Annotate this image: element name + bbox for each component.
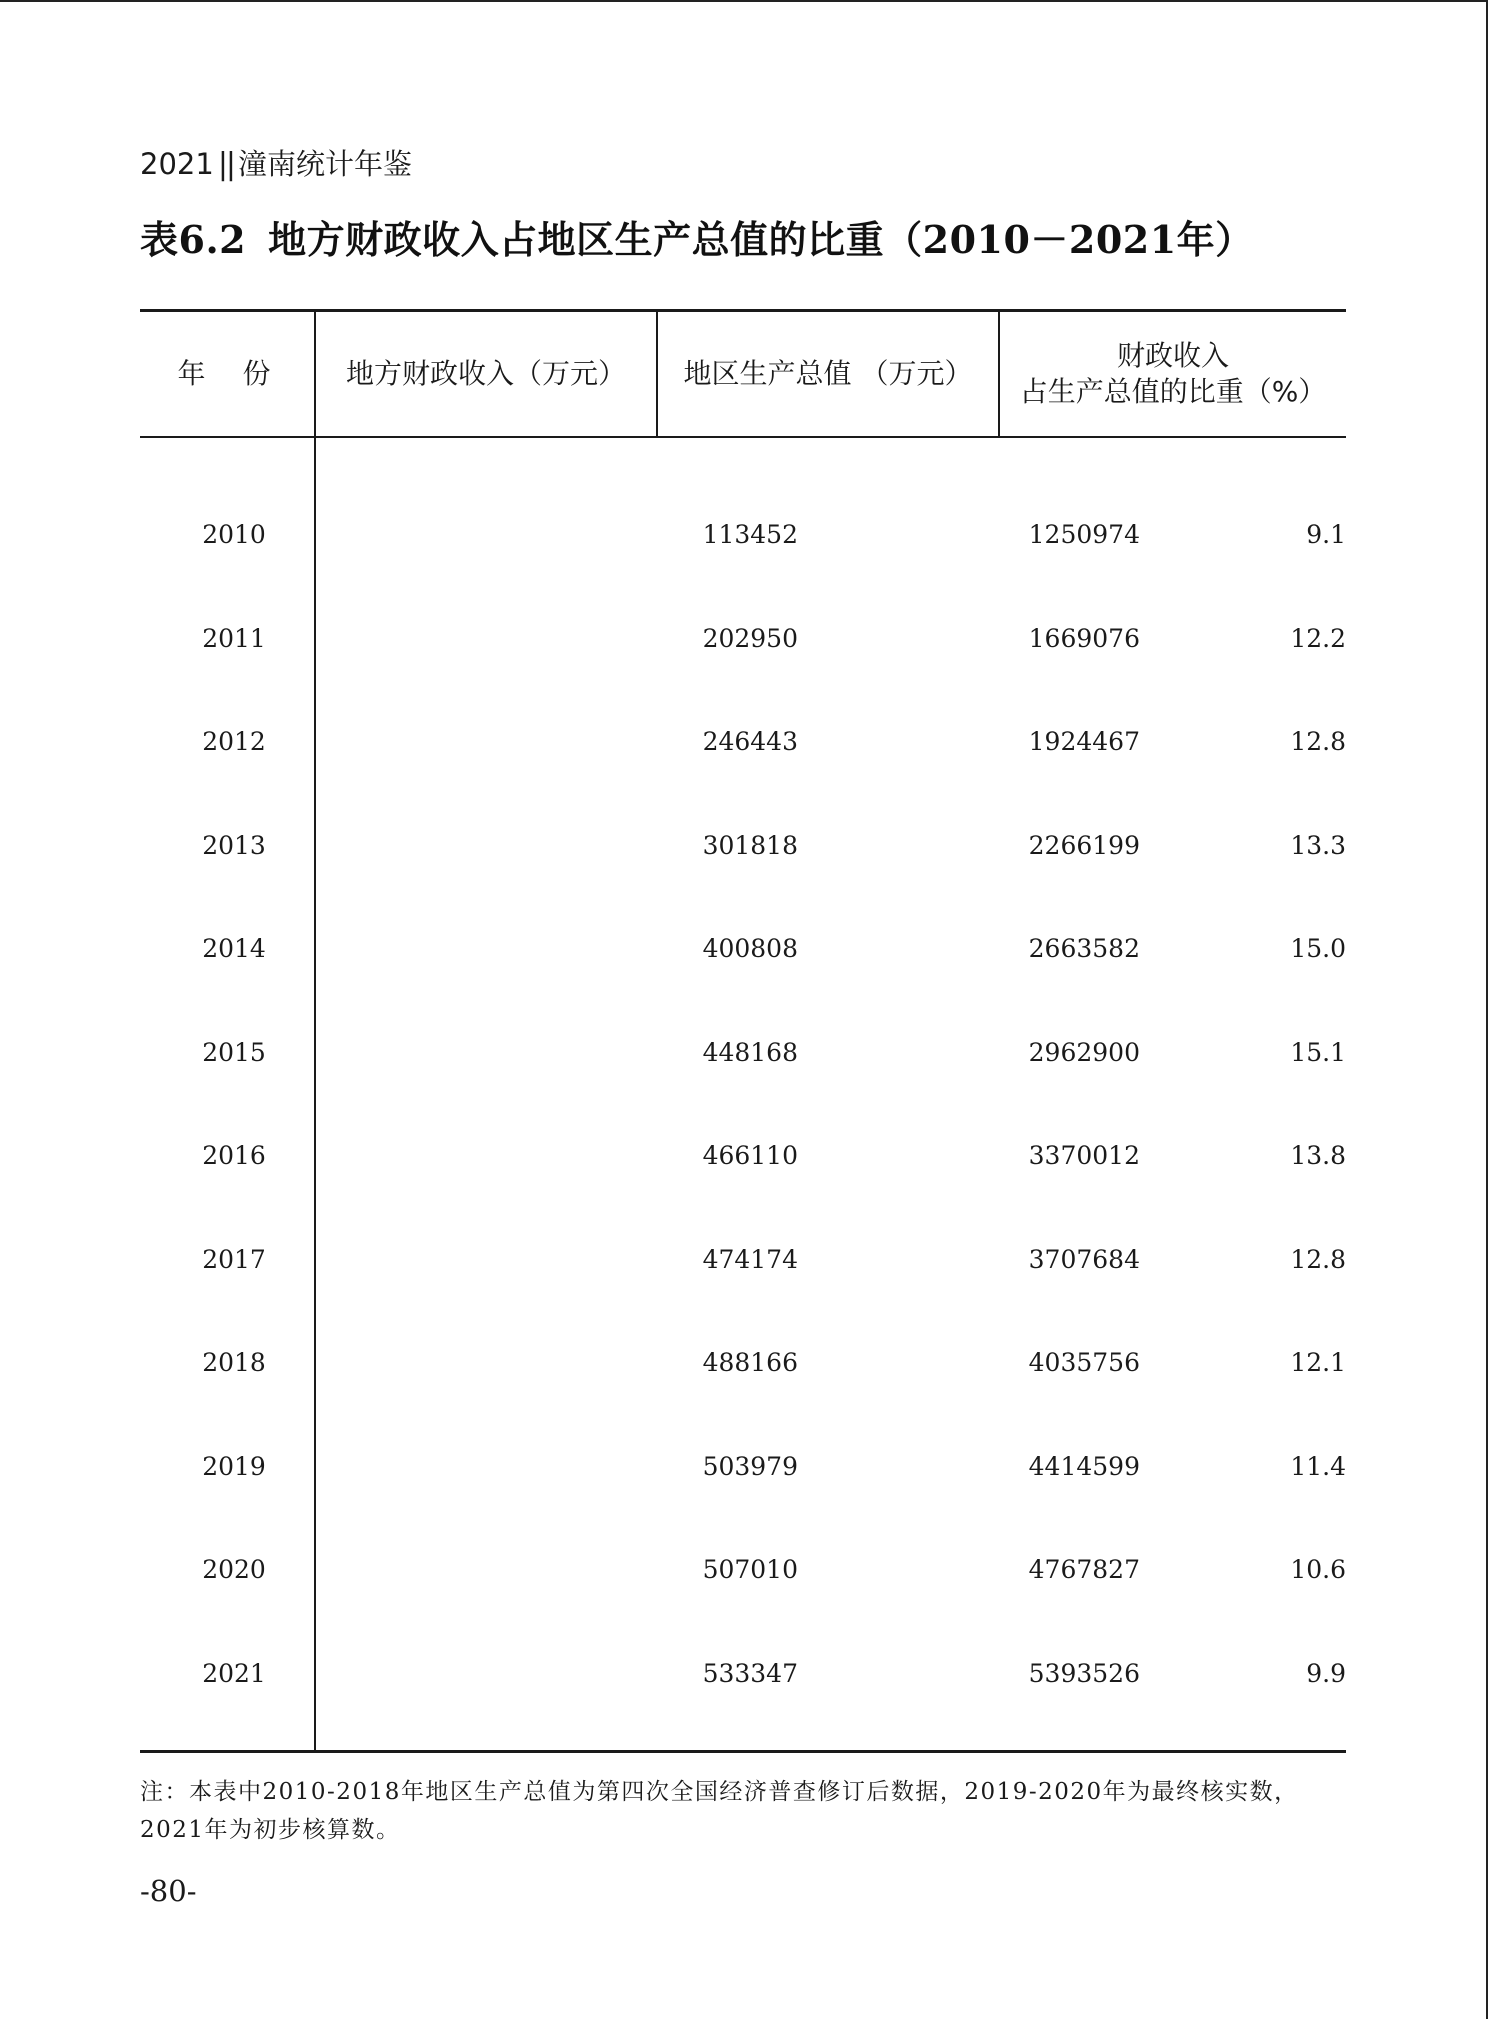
cell-ratio: 13.8 <box>1290 1141 1346 1170</box>
cell-year: 2011 <box>202 624 266 653</box>
cell-gdp: 2266199 <box>1028 831 1140 860</box>
cell-year: 2021 <box>202 1659 266 1688</box>
page-number: -80- <box>140 1874 197 1908</box>
cell-year: 2019 <box>202 1452 266 1481</box>
header-year: 2021 <box>140 147 214 181</box>
cell-ratio: 13.3 <box>1290 831 1346 860</box>
table-row <box>140 722 1346 762</box>
cell-year: 2018 <box>202 1348 266 1377</box>
column-header-revenue: 地方财政收入（万元） <box>345 357 626 390</box>
cell-ratio: 10.6 <box>1290 1555 1346 1584</box>
column-header-year: 年 份 <box>177 357 285 390</box>
table-row <box>140 515 1346 555</box>
table-row <box>140 619 1346 659</box>
table-title-text: 地方财政收入占地区生产总值的比重（2010－2021年） <box>268 217 1254 262</box>
cell-gdp: 3707684 <box>1028 1245 1140 1274</box>
cell-revenue: 448168 <box>702 1038 798 1067</box>
cell-ratio: 12.1 <box>1290 1348 1346 1377</box>
cell-revenue: 301818 <box>702 831 798 860</box>
cell-revenue: 113452 <box>702 520 798 549</box>
cell-year: 2016 <box>202 1141 266 1170</box>
table-row <box>140 929 1346 969</box>
table-row <box>140 1447 1346 1487</box>
cell-revenue: 400808 <box>702 934 798 963</box>
cell-gdp: 4767827 <box>1028 1555 1140 1584</box>
cell-year: 2014 <box>202 934 266 963</box>
table-row <box>140 1550 1346 1590</box>
cell-year: 2012 <box>202 727 266 756</box>
table-row <box>140 1343 1346 1383</box>
column-header-ratio <box>1000 311 1346 437</box>
cell-gdp: 1924467 <box>1028 727 1140 756</box>
cell-revenue: 488166 <box>702 1348 798 1377</box>
header-separator: || <box>217 147 235 182</box>
cell-year: 2017 <box>202 1245 266 1274</box>
cell-revenue: 202950 <box>702 624 798 653</box>
cell-ratio: 11.4 <box>1290 1452 1346 1481</box>
table-row <box>140 1240 1346 1280</box>
cell-ratio: 9.9 <box>1306 1659 1346 1688</box>
cell-gdp: 4035756 <box>1028 1348 1140 1377</box>
cell-ratio: 12.8 <box>1290 727 1346 756</box>
cell-revenue: 246443 <box>702 727 798 756</box>
cell-revenue: 507010 <box>702 1555 798 1584</box>
cell-year: 2010 <box>202 520 266 549</box>
cell-ratio: 12.2 <box>1290 624 1346 653</box>
cell-gdp: 2962900 <box>1028 1038 1140 1067</box>
table-number: 表6.2 <box>140 217 247 262</box>
cell-revenue: 533347 <box>702 1659 798 1688</box>
cell-ratio: 15.0 <box>1290 934 1346 963</box>
cell-ratio: 12.8 <box>1290 1245 1346 1274</box>
page-top-border <box>0 0 1488 2</box>
cell-ratio: 15.1 <box>1290 1038 1346 1067</box>
cell-year: 2020 <box>202 1555 266 1584</box>
cell-gdp: 4414599 <box>1028 1452 1140 1481</box>
cell-gdp: 3370012 <box>1028 1141 1140 1170</box>
cell-gdp: 2663582 <box>1028 934 1140 963</box>
table-footnote: 注：本表中2010-2018年地区生产总值为第四次全国经济普查修订后数据，2019-2020年为最终核实数，2021年为初步核算数。 <box>140 1779 1299 1843</box>
cell-revenue: 503979 <box>702 1452 798 1481</box>
cell-gdp: 5393526 <box>1028 1659 1140 1688</box>
cell-year: 2015 <box>202 1038 266 1067</box>
table-row <box>140 1654 1346 1694</box>
column-header-gdp: 地区生产总值 （万元） <box>683 357 973 390</box>
table-bottom-rule <box>140 1750 1346 1753</box>
table-row <box>140 1136 1346 1176</box>
cell-ratio: 9.1 <box>1306 520 1346 549</box>
table-row <box>140 1033 1346 1073</box>
column-header-ratio-line2: 占生产总值的比重（%） <box>1019 375 1327 408</box>
cell-gdp: 1250974 <box>1028 520 1140 549</box>
cell-revenue: 466110 <box>702 1141 798 1170</box>
table-title <box>140 212 1254 268</box>
table-row <box>140 826 1346 866</box>
cell-gdp: 1669076 <box>1028 624 1140 653</box>
running-header <box>140 145 412 184</box>
cell-year: 2013 <box>202 831 266 860</box>
cell-revenue: 474174 <box>702 1245 798 1274</box>
column-header-ratio-line1: 财政收入 <box>1116 339 1229 372</box>
header-book-title: 潼南统计年鉴 <box>238 147 413 181</box>
